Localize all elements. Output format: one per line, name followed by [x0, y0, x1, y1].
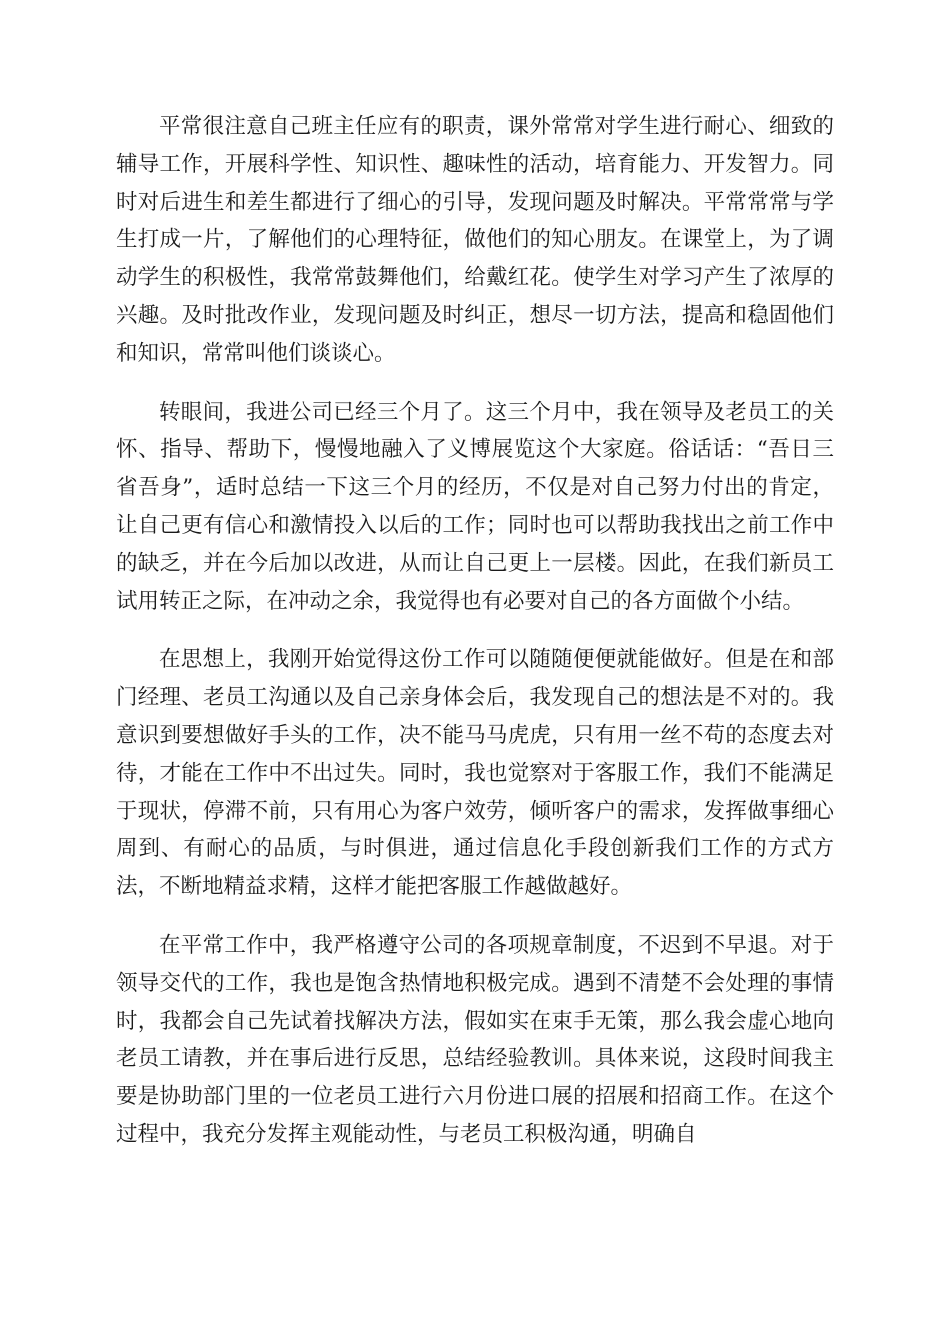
document-page: [116, 108, 834, 1175]
paragraph-3: 在思想上，我刚开始觉得这份工作可以随随便便就能做好。但是在和部门经理、老员工沟通以及自己亲身体会后，我发现自己的想法是不对的。我意识到要想做好手头的工作，决不能马马虎虎，只有用一丝不苟的态度去对待，才能在工作中不出过失。同时，我也觉察对于客服工作，我们不能满足于现状，停滞不前，只有用心为客户效劳，倾听客户的需求，发挥做事细心周到、有耐心的品质，与时俱进，通过信息化手段创新我们工作的方式方法，不断地精益求精，这样才能把客服工作越做越好。: [116, 647, 834, 900]
paragraph-1: 平常很注意自己班主任应有的职责，课外常常对学生进行耐心、细致的辅导工作，开展科学性、知识性、趣味性的活动，培育能力、开发智力。同时对后进生和差生都进行了细心的引导，发现问题及时解决。平常常常与学生打成一片，了解他们的心理特征，做他们的知心朋友。在课堂上，为了调动学生的积极性，我常常鼓舞他们，给戴红花。使学生对学习产生了浓厚的兴趣。及时批改作业，发现问题及时纠正，想尽一切方法，提高和稳固他们和知识，常常叫他们谈谈心。: [116, 114, 834, 366]
paragraph-2: 转眼间，我进公司已经三个月了。这三个月中，我在领导及老员工的关怀、指导、帮助下，慢慢地融入了义博展览这个大家庭。俗话话：“吾日三省吾身”，适时总结一下这三个月的经历，不仅是对自己努力付出的肯定，让自己更有信心和激情投入以后的工作；同时也可以帮助我找出之前工作中的缺乏，并在今后加以改进，从而让自己更上一层楼。因此，在我们新员工试用转正之际，在冲动之余，我觉得也有必要对自己的各方面做个小结。: [116, 399, 834, 614]
paragraph-4: 在平常工作中，我严格遵守公司的各项规章制度，不迟到不早退。对于领导交代的工作，我也是饱含热情地积极完成。遇到不清楚不会处理的事情时，我都会自己先试着找解决方法，假如实在束手无策，那么我会虚心地向老员工请教，并在事后进行反思，总结经验教训。具体来说，这段时间我主要是协助部门里的一位老员工进行六月份进口展的招展和招商工作。在这个过程中，我充分发挥主观能动性，与老员工积极沟通，明确自: [116, 932, 834, 1147]
